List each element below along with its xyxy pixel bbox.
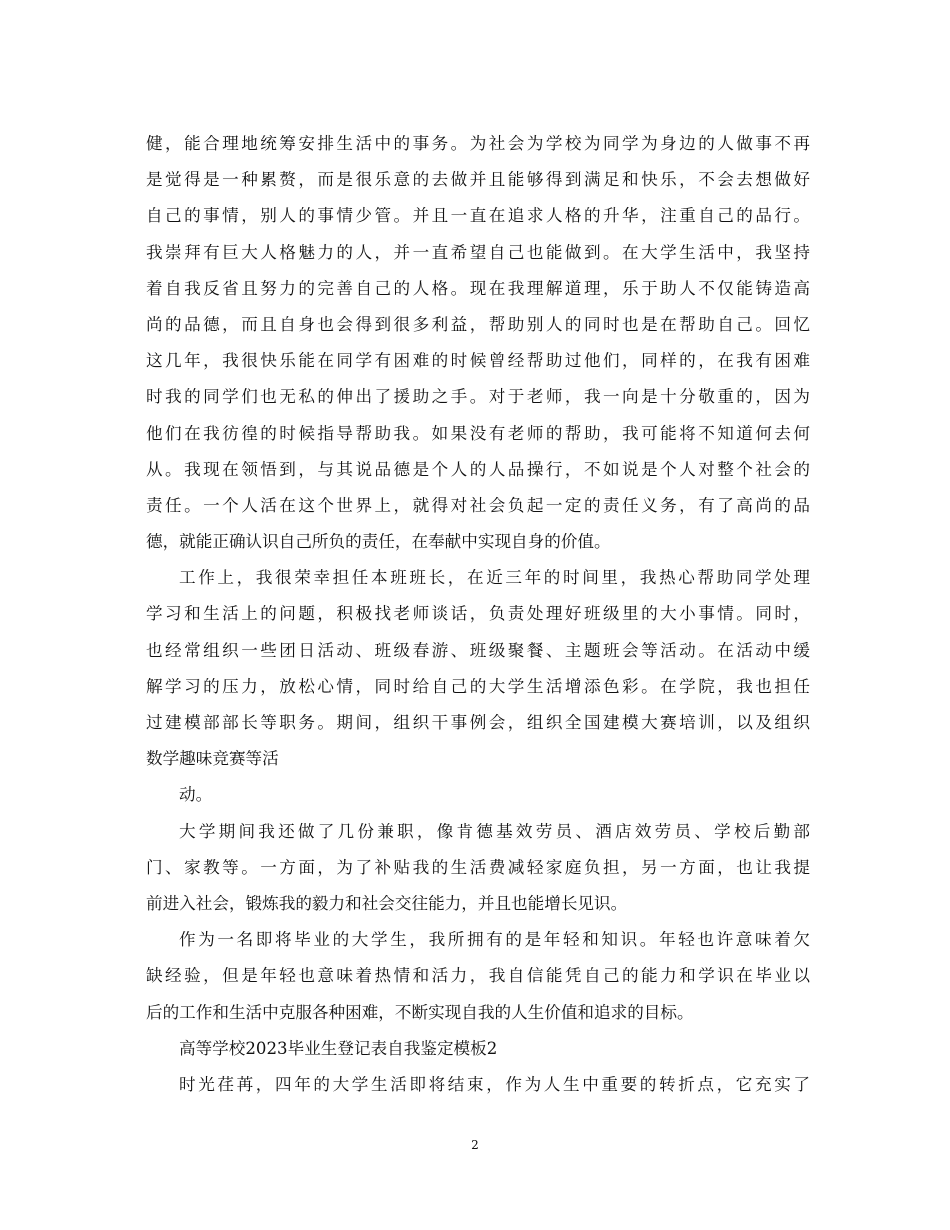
text-line: 缺经验，但是年轻也意味着热情和活力，我自信能凭自己的能力和学识在毕业以 <box>146 966 810 986</box>
text-line: 数学趣味竞赛等活 <box>146 749 279 769</box>
text-line: 从。我现在领悟到，与其说品德是个人的人品操行，不如说是个人对整个社会的 <box>146 459 810 479</box>
text-line: 德，就能正确认识自己所负的责任，在奉献中实现自身的价值。 <box>146 532 611 552</box>
text-line: 动。 <box>179 785 213 805</box>
text-line: 解学习的压力，放松心情，同时给自己的大学生活增添色彩。在学院，我也担任 <box>146 676 810 696</box>
text-line: 前进入社会，锻炼我的毅力和社会交往能力，并且也能增长见识。 <box>146 893 628 913</box>
body-text <box>146 126 810 1103</box>
text-line: 我崇拜有巨大人格魅力的人，并一直希望自己也能做到。在大学生活中，我坚持 <box>146 242 810 262</box>
paragraph-start-line: 时光荏苒，四年的大学生活即将结束，作为人生中重要的转折点，它充实了 <box>179 1074 810 1094</box>
text-line: 时我的同学们也无私的伸出了援助之手。对于老师，我一向是十分敬重的，因为 <box>146 387 810 407</box>
text-line: 门、家教等。一方面，为了补贴我的生活费减轻家庭负担，另一方面，也让我提 <box>146 857 810 877</box>
text-line: 自己的事情，别人的事情少管。并且一直在追求人格的升华，注重自己的品行。 <box>146 206 810 226</box>
text-line: 这几年，我很快乐能在同学有困难的时候曾经帮助过他们，同样的，在我有困难 <box>146 351 810 371</box>
text-line: 健，能合理地统筹安排生活中的事务。为社会为学校为同学为身边的人做事不再 <box>146 134 810 153</box>
text-line: 责任。一个人活在这个世界上，就得对社会负起一定的责任义务，有了高尚的品 <box>146 495 810 515</box>
text-line: 他们在我彷徨的时候指导帮助我。如果没有老师的帮助，我可能将不知道何去何 <box>146 423 810 443</box>
paragraph-start-line: 工作上，我很荣幸担任本班班长，在近三年的时间里，我热心帮助同学处理 <box>179 568 810 588</box>
text-line: 过建模部部长等职务。期间，组织干事例会，组织全国建模大赛培训，以及组织 <box>146 713 810 732</box>
section-heading: 高等学校2023毕业生登记表自我鉴定模板2 <box>179 1038 498 1058</box>
paragraph-start-line: 大学期间我还做了几份兼职，像肯德基效劳员、酒店效劳员、学校后勤部 <box>179 821 810 841</box>
text-line: 着自我反省且努力的完善自己的人格。现在我理解道理，乐于助人不仅能铸造高 <box>146 278 810 298</box>
text-line: 后的工作和生活中克服各种困难，不断实现自我的人生价值和追求的目标。 <box>146 1002 694 1022</box>
text-line: 学习和生活上的问题，积极找老师谈话，负责处理好班级里的大小事情。同时， <box>146 604 810 624</box>
page-number: 2 <box>471 1138 479 1152</box>
text-line: 也经常组织一些团日活动、班级春游、班级聚餐、主题班会等活动。在活动中缓 <box>146 640 810 660</box>
text-line: 尚的品德，而且自身也会得到很多利益，帮助别人的同时也是在帮助自己。回忆 <box>146 314 810 334</box>
paragraph-start-line: 作为一名即将毕业的大学生，我所拥有的是年轻和知识。年轻也许意味着欠 <box>179 930 810 950</box>
text-line: 是觉得是一种累赘，而是很乐意的去做并且能够得到满足和快乐，不会去想做好 <box>146 170 810 190</box>
